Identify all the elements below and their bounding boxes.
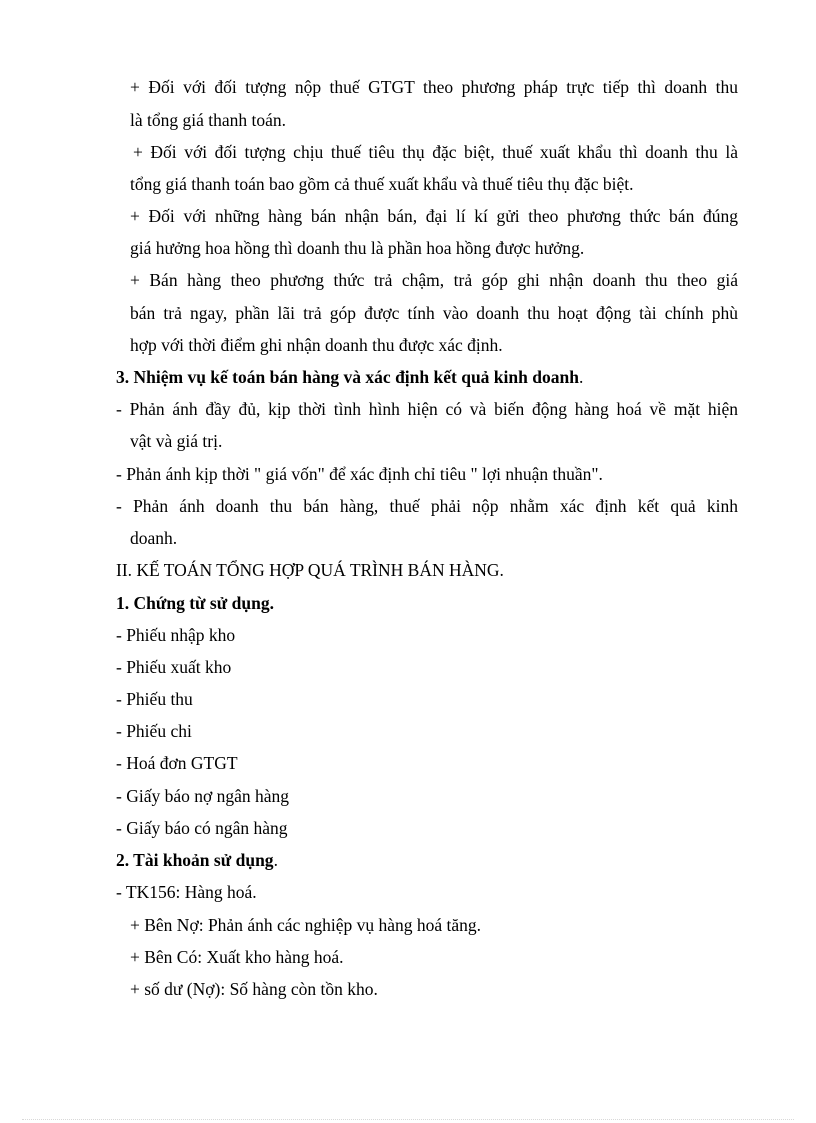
list-item: - Phản ánh đầy đủ, kịp thời tình hình hiện có và biến động hàng hoá về mặt hiện: [116, 399, 738, 419]
list-item-continuation: vật và giá trị.: [130, 431, 223, 451]
paragraph-line: tổng giá thanh toán bao gồm cả thuế xuất khẩu và thuế tiêu thụ đặc biệt.: [130, 174, 634, 194]
account-detail: + Bên Nợ: Phản ánh các nghiệp vụ hàng hoá tăng.: [130, 915, 482, 935]
list-item: - Phản ánh doanh thu bán hàng, thuế phải nộp nhằm xác định kết quả kinh: [116, 496, 738, 516]
section-heading-text: 2. Tài khoản sử dụng: [116, 850, 274, 870]
paragraph-line: là tổng giá thanh toán.: [130, 110, 287, 130]
list-item: - Phiếu thu: [116, 689, 193, 709]
section-heading: 1. Chứng từ sử dụng.: [116, 593, 274, 613]
paragraph-line: + Bán hàng theo phương thức trả chậm, trả góp ghi nhận doanh thu theo giá: [130, 270, 738, 290]
account-detail: + Bên Có: Xuất kho hàng hoá.: [130, 947, 344, 967]
list-item: - Phiếu chi: [116, 721, 192, 741]
account-item: - TK156: Hàng hoá.: [116, 882, 257, 902]
page-bottom-divider: [22, 1119, 794, 1120]
section-heading: [116, 366, 583, 388]
list-item-continuation: doanh.: [130, 528, 178, 548]
section-heading-tail: .: [273, 850, 278, 870]
section-heading: [116, 849, 278, 871]
paragraph-line: bán trả ngay, phần lãi trả góp được tính vào doanh thu hoạt động tài chính phù: [130, 303, 738, 323]
list-item: - Hoá đơn GTGT: [116, 753, 238, 773]
list-item: - Phiếu xuất kho: [116, 657, 232, 677]
paragraph-line: giá hưởng hoa hồng thì doanh thu là phần hoa hồng được hưởng.: [130, 238, 585, 258]
section-heading-tail: .: [578, 367, 584, 387]
paragraph-line: hợp với thời điểm ghi nhận doanh thu được xác định.: [130, 335, 503, 355]
list-item: - Giấy báo nợ ngân hàng: [116, 786, 290, 806]
account-detail: + số dư (Nợ): Số hàng còn tồn kho.: [130, 979, 378, 999]
paragraph-line: + Đối với đối tượng chịu thuế tiêu thụ đặc biệt, thuế xuất khẩu thì doanh thu là: [133, 142, 738, 162]
list-item: - Phiếu nhập kho: [116, 625, 236, 645]
paragraph-line: + Đối với những hàng bán nhận bán, đại lí kí gửi theo phương thức bán đúng: [130, 206, 738, 226]
section-heading-text: 3. Nhiệm vụ kế toán bán hàng và xác định kết quả kinh doanh: [116, 367, 579, 387]
list-item: - Phản ánh kịp thời " giá vốn" để xác định chỉ tiêu " lợi nhuận thuần".: [116, 464, 603, 484]
part-title: II. KẾ TOÁN TỔNG HỢP QUÁ TRÌNH BÁN HÀNG.: [116, 560, 504, 580]
list-item: - Giấy báo có ngân hàng: [116, 818, 288, 838]
paragraph-line: + Đối với đối tượng nộp thuế GTGT theo phương pháp trực tiếp thì doanh thu: [130, 77, 738, 97]
